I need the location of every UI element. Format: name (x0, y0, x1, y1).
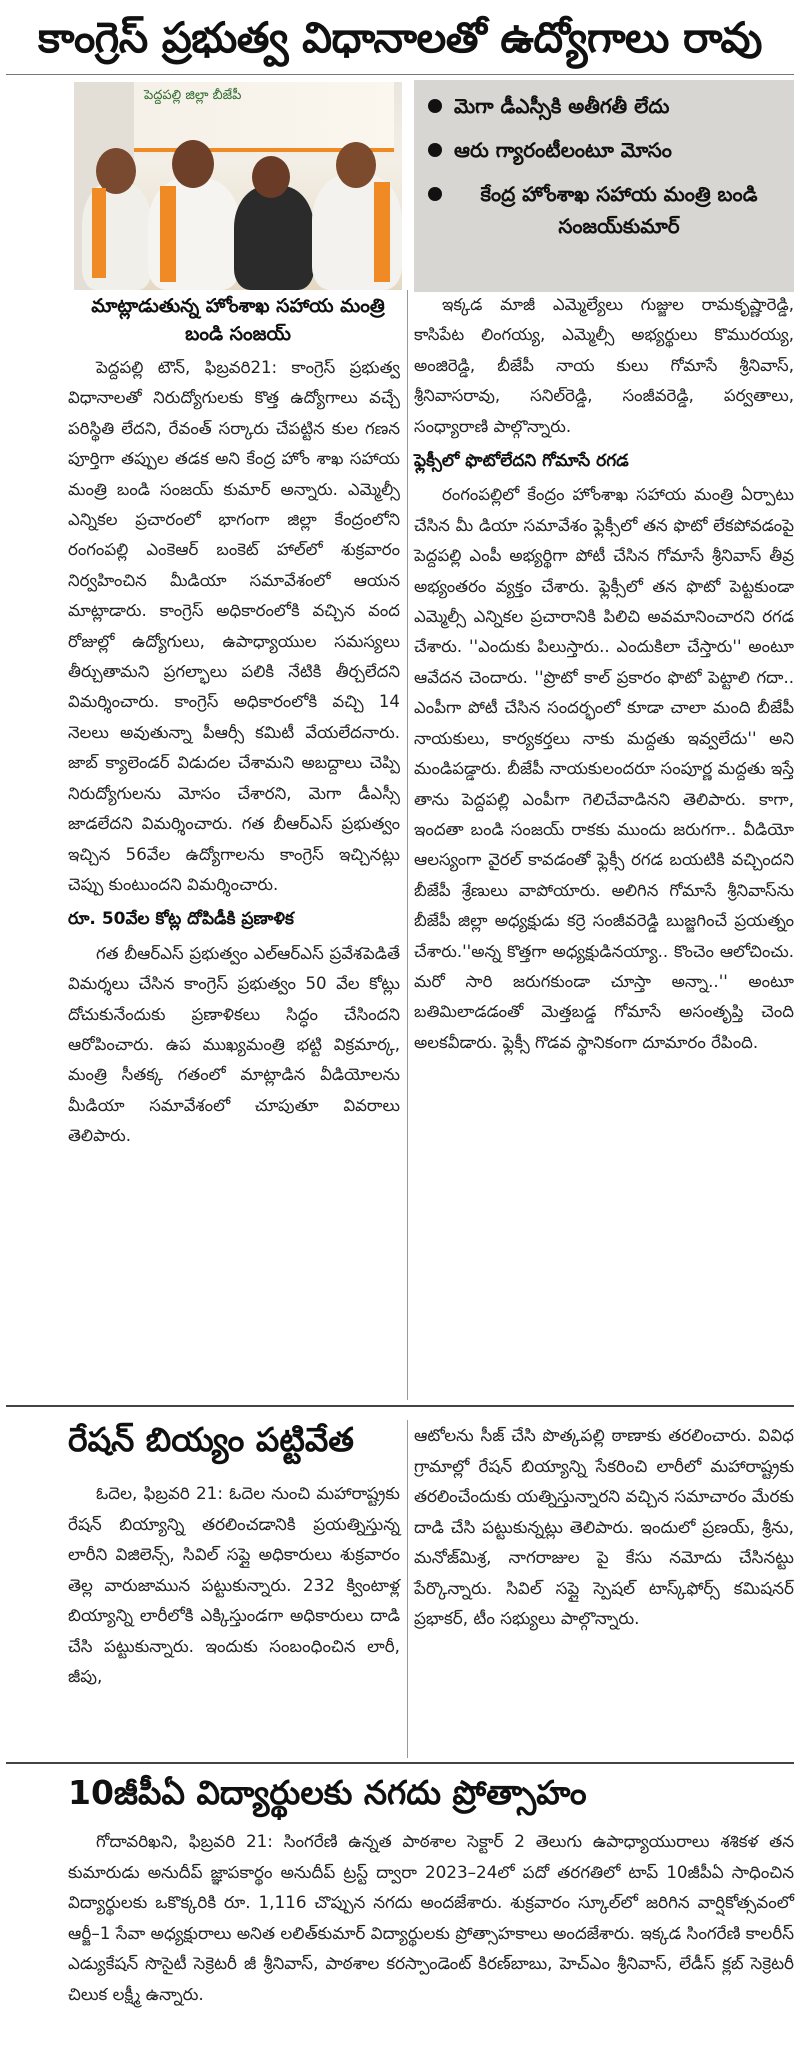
person-3 (234, 186, 314, 290)
story1-subheading: రూ. 50వేల కోట్ల దోపిడీకి ప్రణాళిక (68, 909, 294, 930)
highlight-item: మెగా డీఎస్సీకి అతీగతీ లేదు (428, 90, 784, 122)
story3-paragraph: గోదావరిఖని, ఫిబ్రవరి 21: సింగరేణి ఉన్నత పాఠశాల సెక్టార్ 2 తెలుగు ఉపాధ్యాయురాలు శశికళ తన కుమారుడు అనుదీప్ జ్ఞాపకార్థం అనుదీప్ ట్రస్ట్ ద్వారా 2023–24లో పదో తరగతిలో టాప్ 10జీపీఏ సాధించిన విద్యార్థులకు ఒకొక్కరికి రూ. 1,116 చొప్పున నగదు అందజేశారు. శుక్రవారం స్కూల్‌లో జరిగిన వార్షికోత్సవంలో ఆర్జీ–1 సేవా అధ్యక్షురాలు అనిత లలిత్‌కుమార్ విద్యార్థులకు ప్రోత్సాహకాలు అందజేశారు. ఇక్కడ సింగరేణి కాలరీస్ ఎడ్యుకేషన్ సొసైటీ సెక్రెటరీ జీ శ్రీనివాస్, పాఠశాల కరస్పాండెంట్ కిరణ్‌బాబు, హెచ్ఎం శ్రీనివాస్, లేడీస్ క్లబ్ సెక్రెటరీ చిలుక లక్ష్మీ ఉన్నారు. (68, 1831, 794, 2004)
story2-column-b (414, 1420, 794, 1760)
bullet-icon (428, 99, 442, 113)
story2-column-a (68, 1478, 400, 1748)
story2-paragraph: ఆటోలను సీజ్ చేసి పొత్కపల్లి ఠాణాకు తరలించారు. వివిధ గ్రామాల్లో రేషన్ బియ్యాన్ని సేకరించి లారీలో మహారాష్ట్రకు తరలించేందుకు యత్నిస్తున్నారని వచ్చిన సమాచారం మేరకు దాడి చేసి పట్టుకున్నట్లు తెలిపారు. ఇందులో ప్రణయ్, శ్రీను, మనోజ్‌మిశ్ర, నాగరాజుల పై కేసు నమోదు చేసినట్టు పేర్కొన్నారు. సివిల్ సప్లై స్పెషల్ టాస్క్‌ఫోర్స్ కమిషనర్ ప్రభాకర్, టీం సభ్యులు పాల్గొన్నారు. (414, 1425, 794, 1628)
story1-paragraph: గత బీఆర్ఎస్ ప్రభుత్వం ఎల్ఆర్ఎస్ ప్రవేశపెడితే విమర్శలు చేసిన కాంగ్రెస్ ప్రభుత్వం 50 వేల కోట్లు దోచుకునేందుకు ప్రణాళికలు సిద్ధం చేసిందని ఆరోపించారు. ఉప ముఖ్యమంత్రి భట్టి విక్రమార్క, మంత్రి సీతక్క గతంలో మాట్లాడిన వీడియోలను మీడియా సమావేశంలో చూపుతూ వివరాలు తెలిపారు. (68, 943, 400, 1146)
story1-photo (74, 82, 402, 290)
bullet-icon (428, 143, 442, 157)
column-divider (407, 1420, 408, 1758)
saffron-scarf-2 (160, 186, 176, 282)
story-separator (6, 1405, 794, 1407)
column-divider (407, 290, 408, 1400)
story1-paragraph: రంగంపల్లిలో కేంద్రం హోంశాఖ సహాయ మంత్రి ఏర్పాటు చేసిన మీ డియా సమావేశం ఫ్లెక్సీలో తన ఫొటో లేకపోవడంపై పెద్దపల్లి ఎంపీ అభ్యర్థిగా పోటీ చేసిన గోమాసే శ్రీనివాస్ తీవ్ర అభ్యంతరం వ్యక్తం చేశారు. ఫ్లెక్సీలో తన ఫొటో పెట్టకుండా ఎమ్మెల్సీ ఎన్నికల ప్రచారానికి పిలిచి అవమానించారని రగడ చేశారు. ''ఎందుకు పిలుస్తారు.. ఎందుకిలా చేస్తారు'' అంటూ ఆవేదన చెందారు. ''ప్రొటో కాల్ ప్రకారం ఫొటో పెట్టాలి గదా.. ఎంపీగా పోటీ చేసిన సందర్భంలో కూడా చాలా మంది బీజేపీ నాయకులు, కార్యకర్తలు నాకు మద్దతు ఇవ్వలేదు'' అని మండిపడ్డారు. బీజేపీ నాయకులందరూ సంపూర్ణ మద్దతు ఇస్తే తాను పెద్దపల్లి ఎంపీగా గెలిచేవాడినని తెలిపారు. కాగా, ఇందతా బండి సంజయ్ రాకకు ముందు జరుగగా.. వీడియో ఆలస్యంగా వైరల్ కావడంతో ఫ్లెక్సీ రగడ బయటికి వచ్చిందని బీజేపీ శ్రేణులు వాపోయారు. అలిగిన గోమాసే శ్రీనివాస్‌ను బీజేపీ జిల్లా అధ్యక్షుడు కర్రె సంజీవరెడ్డి బుజ్జగించే ప్రయత్నం చేశారు.''అన్న కొత్తగా అధ్యక్షుడినయ్యా.. కొంచెం ఆలోచించు. మరో సారి జరుగకుండా చూస్తా అన్నా..'' అంటూ బతిమిలాడడంతో మెత్తబడ్డ గోమాసే అసంతృప్తి చెంది అలకవీడారు. ఫ్లెక్సీ గొడవ స్థానికంగా దూమారం రేపింది. (414, 485, 794, 1052)
story1-subheading: ఫ్లెక్సీలో ఫొటోలేదని గోమాసే రగడ (414, 451, 629, 472)
saffron-scarf-4 (374, 182, 390, 282)
story1-paragraph: ఇక్కడ మాజీ ఎమ్మెల్యేలు గుజ్జుల రామకృష్ణారెడ్డి, కాసిపేట లింగయ్య, ఎమ్మెల్సీ అభ్యర్థులు కొమురయ్య, అంజిరెడ్డి, బీజేపీ నాయ కులు గోమాసే శ్రీనివాస్, శ్రీనివాసరావు, సనిల్‌రెడ్డి, సంజీవరెడ్డి, పర్వతాలు, సంధ్యారాణి పాల్గొన్నారు. (414, 295, 794, 436)
story3-headline: 10జీపీఏ విద్యార్థులకు నగదు ప్రోత్సాహం (68, 1773, 587, 1812)
divider (6, 74, 794, 75)
story2-headline: రేషన్ బియ్యం పట్టివేత (68, 1420, 354, 1459)
story-separator (6, 1762, 794, 1764)
person-3-head (252, 156, 290, 198)
bullet-icon (428, 187, 442, 201)
saffron-scarf-1 (92, 188, 106, 278)
photo-banner-text: పెద్దపల్లి జిల్లా బీజేపీ (144, 88, 242, 103)
story1-column-b (414, 290, 794, 1400)
photo-banner (104, 82, 394, 152)
highlight-item: కేంద్ర హోంశాఖ సహాయ మంత్రి బండి సంజయ్‌కుమార్ (428, 178, 784, 242)
person-4-head (336, 142, 376, 188)
story2-paragraph: ఓదెల, ఫిబ్రవరి 21: ఓదెల నుంచి మహారాష్ట్రకు రేషన్ బియ్యాన్ని తరలించడానికి ప్రయత్నిస్తున్న లారీని విజిలెన్స్, సివిల్ సప్లై అధికారులు శుక్రవారం తెల్ల వారుజామున పట్టుకున్నారు. 232 క్వింటాళ్ల బియ్యాన్ని లారీలోకి ఎక్కిస్తుండగా అధికారులు దాడి చేసి పట్టుకున్నారు. ఇందుకు సంబంధించిన లారీ, జీపు, (68, 1483, 400, 1686)
story3-body (68, 1826, 794, 2066)
story1-highlights-box (414, 80, 794, 292)
story1-paragraph: పెద్దపల్లి టౌన్, ఫిబ్రవరి21: కాంగ్రెస్ ప్రభుత్వ విధానాలతో నిరుద్యోగులకు కొత్త ఉద్యోగాలు వచ్చే పరిస్థితి లేదని, రేవంత్ సర్కారు చేపట్టిన కుల గణన పూర్తిగా తప్పుల తడక అని కేంద్ర హోం శాఖ సహాయ మంత్రి బండి సంజయ్ కుమార్ అన్నారు. ఎమ్మెల్సీ ఎన్నికల ప్రచారంలో భాగంగా జిల్లా కేంద్రంలోని రంగంపల్లి ఎంకెఆర్ బంకెట్ హాల్‌లో శుక్రవారం నిర్వహించిన మీడియా సమావేశంలో ఆయన మాట్లాడారు. కాంగ్రెస్ అధికారంలోకి వచ్చిన వంద రోజుల్లో ఉద్యోగులు, ఉపాధ్యాయుల సమస్యలు తీర్చుతామని ప్రగల్భాలు పలికి నేటికి తీర్చలేదని విమర్శించారు. కాంగ్రెస్ అధికారంలోకి వచ్చి 14 నెలలు అవుతున్నా పీఆర్సీ కమిటీ వేయలేదనారు. జాబ్ క్యాలెండర్ విడుదల చేశామని అబద్దాలు చెప్పి నిరుద్యోగులను మోసం చేశారని, మెగా డీఎస్సీ జాడలేదని విమర్శించారు. గత బీఆర్ఎస్ ప్రభుత్వం ఇచ్చిన 56వేల ఉద్యోగాలను కాంగ్రెస్ ఇచ్చినట్లు చెప్పు కుంటుందని విమర్శించారు. (68, 358, 400, 894)
story1-photo-caption: మాట్లాడుతున్న హోంశాఖ సహాయ మంత్రి బండి సంజయ్ (91, 295, 385, 345)
person-2-head (172, 140, 214, 188)
story1-column-a (68, 353, 400, 1393)
highlight-item: ఆరు గ్యారంటీలంటూ మోసం (428, 134, 784, 166)
story1-headline: కాంగ్రెస్ ప్రభుత్వ విధానాలతో ఉద్యోగాలు రావు (38, 13, 762, 62)
